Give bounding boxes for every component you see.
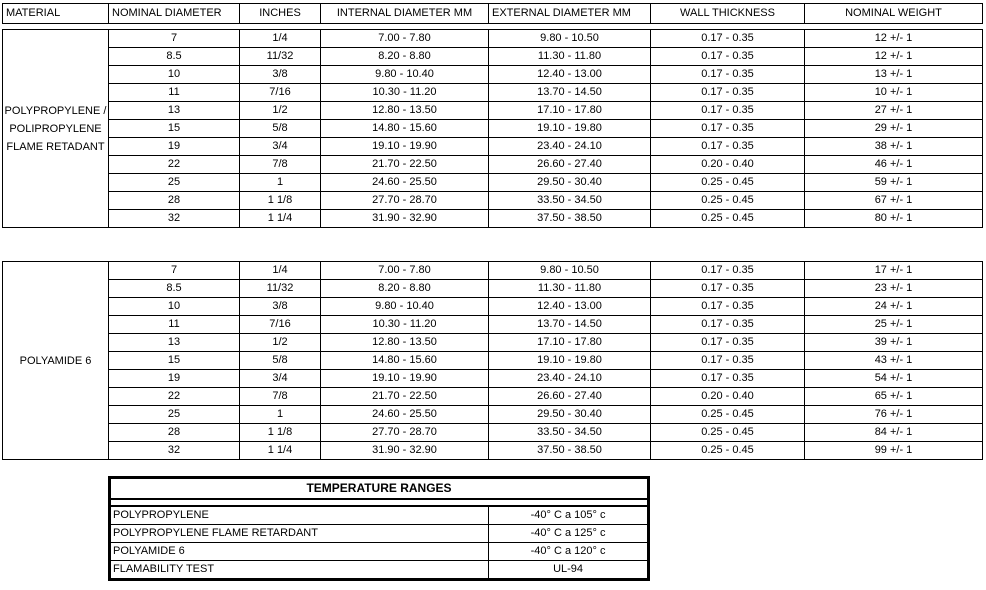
nominal-weight-cell: 25 +/- 1 [805, 316, 983, 334]
external-diameter-cell: 17.10 - 17.80 [489, 334, 651, 352]
nominal-diameter-cell: 28 [109, 192, 240, 210]
inches-cell: 1 1/8 [240, 424, 321, 442]
external-diameter-cell: 37.50 - 38.50 [489, 442, 651, 460]
temperature-material: POLYAMIDE 6 [110, 543, 489, 561]
spec-row [3, 280, 983, 298]
inches-cell: 1 1/8 [240, 192, 321, 210]
internal-diameter-cell: 19.10 - 19.90 [321, 138, 489, 156]
internal-diameter-cell: 21.70 - 22.50 [321, 156, 489, 174]
internal-diameter-cell: 31.90 - 32.90 [321, 210, 489, 228]
inches-cell: 7/16 [240, 84, 321, 102]
spec-row [3, 298, 983, 316]
inches-cell: 7/16 [240, 316, 321, 334]
material-label-line: POLYPROPYLENE / [4, 104, 107, 117]
external-diameter-cell: 29.50 - 30.40 [489, 174, 651, 192]
wall-thickness-cell: 0.20 - 0.40 [651, 156, 805, 174]
spec-row [3, 424, 983, 442]
nominal-diameter-cell: 10 [109, 298, 240, 316]
header-inches: INCHES [240, 4, 321, 24]
wall-thickness-cell: 0.25 - 0.45 [651, 210, 805, 228]
nominal-weight-cell: 76 +/- 1 [805, 406, 983, 424]
nominal-diameter-cell: 13 [109, 102, 240, 120]
temperature-ranges-title: TEMPERATURE RANGES [110, 478, 649, 500]
spec-row [3, 442, 983, 460]
internal-diameter-cell: 21.70 - 22.50 [321, 388, 489, 406]
spec-row [3, 406, 983, 424]
temperature-range: -40° C a 125° c [489, 525, 649, 543]
nominal-diameter-cell: 22 [109, 156, 240, 174]
nominal-diameter-cell: 7 [109, 262, 240, 280]
nominal-diameter-cell: 28 [109, 424, 240, 442]
spec-row [3, 370, 983, 388]
external-diameter-cell: 9.80 - 10.50 [489, 262, 651, 280]
header-internal-diameter: INTERNAL DIAMETER MM [321, 4, 489, 24]
spec-row [3, 66, 983, 84]
temperature-material: POLYPROPYLENE FLAME RETARDANT [110, 525, 489, 543]
column-header-table [2, 3, 983, 24]
wall-thickness-cell: 0.17 - 0.35 [651, 138, 805, 156]
inches-cell: 7/8 [240, 388, 321, 406]
temperature-row [110, 506, 649, 525]
nominal-diameter-cell: 15 [109, 352, 240, 370]
temperature-row [110, 525, 649, 543]
inches-cell: 1 1/4 [240, 442, 321, 460]
nominal-weight-cell: 80 +/- 1 [805, 210, 983, 228]
header-nominal-weight: NOMINAL WEIGHT [805, 4, 983, 24]
inches-cell: 1 [240, 406, 321, 424]
wall-thickness-cell: 0.17 - 0.35 [651, 334, 805, 352]
nominal-weight-cell: 10 +/- 1 [805, 84, 983, 102]
header-material: MATERIAL [3, 4, 109, 24]
inches-cell: 3/4 [240, 138, 321, 156]
temperature-row [110, 561, 649, 580]
spec-row [3, 334, 983, 352]
wall-thickness-cell: 0.17 - 0.35 [651, 316, 805, 334]
header-wall-thickness: WALL THICKNESS [651, 4, 805, 24]
nominal-diameter-cell: 11 [109, 84, 240, 102]
nominal-weight-cell: 46 +/- 1 [805, 156, 983, 174]
spec-row [3, 120, 983, 138]
external-diameter-cell: 23.40 - 24.10 [489, 138, 651, 156]
nominal-diameter-cell: 32 [109, 442, 240, 460]
internal-diameter-cell: 27.70 - 28.70 [321, 424, 489, 442]
inches-cell: 1/4 [240, 30, 321, 48]
material-label-line: FLAME RETADANT [6, 140, 105, 153]
external-diameter-cell: 13.70 - 14.50 [489, 84, 651, 102]
wall-thickness-cell: 0.17 - 0.35 [651, 352, 805, 370]
internal-diameter-cell: 24.60 - 25.50 [321, 174, 489, 192]
nominal-weight-cell: 12 +/- 1 [805, 48, 983, 66]
internal-diameter-cell: 9.80 - 10.40 [321, 298, 489, 316]
inches-cell: 3/4 [240, 370, 321, 388]
internal-diameter-cell: 27.70 - 28.70 [321, 192, 489, 210]
inches-cell: 1 [240, 174, 321, 192]
internal-diameter-cell: 12.80 - 13.50 [321, 102, 489, 120]
spec-row [3, 48, 983, 66]
header-row [3, 4, 983, 24]
external-diameter-cell: 33.50 - 34.50 [489, 192, 651, 210]
temperature-range: UL-94 [489, 561, 649, 580]
external-diameter-cell: 11.30 - 11.80 [489, 280, 651, 298]
spec-row [3, 174, 983, 192]
nominal-diameter-cell: 19 [109, 370, 240, 388]
temperature-range: -40° C a 120° c [489, 543, 649, 561]
material-label-line: POLYAMIDE 6 [19, 354, 92, 367]
nominal-weight-cell: 23 +/- 1 [805, 280, 983, 298]
wall-thickness-cell: 0.17 - 0.35 [651, 30, 805, 48]
spec-row [3, 102, 983, 120]
nominal-weight-cell: 17 +/- 1 [805, 262, 983, 280]
external-diameter-cell: 26.60 - 27.40 [489, 156, 651, 174]
spec-row [3, 262, 983, 280]
external-diameter-cell: 9.80 - 10.50 [489, 30, 651, 48]
material-cell [3, 30, 109, 228]
wall-thickness-cell: 0.17 - 0.35 [651, 120, 805, 138]
temperature-row [110, 543, 649, 561]
nominal-diameter-cell: 25 [109, 174, 240, 192]
wall-thickness-cell: 0.17 - 0.35 [651, 262, 805, 280]
internal-diameter-cell: 8.20 - 8.80 [321, 280, 489, 298]
internal-diameter-cell: 10.30 - 11.20 [321, 84, 489, 102]
internal-diameter-cell: 31.90 - 32.90 [321, 442, 489, 460]
nominal-diameter-cell: 11 [109, 316, 240, 334]
header-external-diameter: EXTERNAL DIAMETER MM [489, 4, 651, 24]
external-diameter-cell: 13.70 - 14.50 [489, 316, 651, 334]
external-diameter-cell: 11.30 - 11.80 [489, 48, 651, 66]
inches-cell: 11/32 [240, 48, 321, 66]
inches-cell: 5/8 [240, 352, 321, 370]
nominal-weight-cell: 29 +/- 1 [805, 120, 983, 138]
nominal-weight-cell: 54 +/- 1 [805, 370, 983, 388]
polyamide-spec-table [2, 261, 983, 460]
wall-thickness-cell: 0.25 - 0.45 [651, 174, 805, 192]
nominal-diameter-cell: 8.5 [109, 48, 240, 66]
spec-row [3, 210, 983, 228]
internal-diameter-cell: 14.80 - 15.60 [321, 352, 489, 370]
internal-diameter-cell: 14.80 - 15.60 [321, 120, 489, 138]
nominal-diameter-cell: 25 [109, 406, 240, 424]
internal-diameter-cell: 19.10 - 19.90 [321, 370, 489, 388]
inches-cell: 11/32 [240, 280, 321, 298]
temperature-ranges-table [108, 476, 650, 581]
external-diameter-cell: 12.40 - 13.00 [489, 66, 651, 84]
external-diameter-cell: 26.60 - 27.40 [489, 388, 651, 406]
nominal-diameter-cell: 10 [109, 66, 240, 84]
nominal-weight-cell: 84 +/- 1 [805, 424, 983, 442]
wall-thickness-cell: 0.17 - 0.35 [651, 298, 805, 316]
header-nominal-diameter: NOMINAL DIAMETER [109, 4, 240, 24]
external-diameter-cell: 12.40 - 13.00 [489, 298, 651, 316]
nominal-diameter-cell: 8.5 [109, 280, 240, 298]
spec-row [3, 352, 983, 370]
nominal-weight-cell: 65 +/- 1 [805, 388, 983, 406]
temperature-material: FLAMABILITY TEST [110, 561, 489, 580]
spec-row [3, 316, 983, 334]
wall-thickness-cell: 0.20 - 0.40 [651, 388, 805, 406]
spec-row [3, 192, 983, 210]
internal-diameter-cell: 10.30 - 11.20 [321, 316, 489, 334]
nominal-weight-cell: 67 +/- 1 [805, 192, 983, 210]
nominal-diameter-cell: 19 [109, 138, 240, 156]
internal-diameter-cell: 24.60 - 25.50 [321, 406, 489, 424]
nominal-weight-cell: 27 +/- 1 [805, 102, 983, 120]
nominal-weight-cell: 59 +/- 1 [805, 174, 983, 192]
inches-cell: 3/8 [240, 298, 321, 316]
material-label-line: POLIPROPYLENE [9, 122, 102, 135]
spec-row [3, 84, 983, 102]
nominal-weight-cell: 24 +/- 1 [805, 298, 983, 316]
spec-row [3, 156, 983, 174]
internal-diameter-cell: 7.00 - 7.80 [321, 262, 489, 280]
wall-thickness-cell: 0.25 - 0.45 [651, 192, 805, 210]
internal-diameter-cell: 12.80 - 13.50 [321, 334, 489, 352]
external-diameter-cell: 19.10 - 19.80 [489, 352, 651, 370]
inches-cell: 3/8 [240, 66, 321, 84]
spec-row [3, 138, 983, 156]
inches-cell: 1/2 [240, 334, 321, 352]
nominal-weight-cell: 43 +/- 1 [805, 352, 983, 370]
internal-diameter-cell: 9.80 - 10.40 [321, 66, 489, 84]
nominal-diameter-cell: 22 [109, 388, 240, 406]
inches-cell: 5/8 [240, 120, 321, 138]
inches-cell: 1/4 [240, 262, 321, 280]
nominal-weight-cell: 38 +/- 1 [805, 138, 983, 156]
internal-diameter-cell: 7.00 - 7.80 [321, 30, 489, 48]
internal-diameter-cell: 8.20 - 8.80 [321, 48, 489, 66]
wall-thickness-cell: 0.25 - 0.45 [651, 424, 805, 442]
inches-cell: 7/8 [240, 156, 321, 174]
nominal-diameter-cell: 32 [109, 210, 240, 228]
nominal-weight-cell: 99 +/- 1 [805, 442, 983, 460]
wall-thickness-cell: 0.17 - 0.35 [651, 84, 805, 102]
nominal-weight-cell: 39 +/- 1 [805, 334, 983, 352]
nominal-diameter-cell: 13 [109, 334, 240, 352]
wall-thickness-cell: 0.17 - 0.35 [651, 280, 805, 298]
nominal-weight-cell: 12 +/- 1 [805, 30, 983, 48]
nominal-diameter-cell: 15 [109, 120, 240, 138]
nominal-diameter-cell: 7 [109, 30, 240, 48]
wall-thickness-cell: 0.17 - 0.35 [651, 102, 805, 120]
wall-thickness-cell: 0.25 - 0.45 [651, 406, 805, 424]
wall-thickness-cell: 0.25 - 0.45 [651, 442, 805, 460]
external-diameter-cell: 19.10 - 19.80 [489, 120, 651, 138]
wall-thickness-cell: 0.17 - 0.35 [651, 66, 805, 84]
wall-thickness-cell: 0.17 - 0.35 [651, 370, 805, 388]
spec-row [3, 30, 983, 48]
external-diameter-cell: 23.40 - 24.10 [489, 370, 651, 388]
temperature-material: POLYPROPYLENE [110, 506, 489, 525]
material-cell [3, 262, 109, 460]
nominal-weight-cell: 13 +/- 1 [805, 66, 983, 84]
external-diameter-cell: 33.50 - 34.50 [489, 424, 651, 442]
polypropylene-spec-table [2, 29, 983, 228]
external-diameter-cell: 17.10 - 17.80 [489, 102, 651, 120]
external-diameter-cell: 29.50 - 30.40 [489, 406, 651, 424]
spec-row [3, 388, 983, 406]
temperature-range: -40° C a 105° c [489, 506, 649, 525]
spacer-row [110, 499, 649, 506]
inches-cell: 1 1/4 [240, 210, 321, 228]
wall-thickness-cell: 0.17 - 0.35 [651, 48, 805, 66]
external-diameter-cell: 37.50 - 38.50 [489, 210, 651, 228]
inches-cell: 1/2 [240, 102, 321, 120]
